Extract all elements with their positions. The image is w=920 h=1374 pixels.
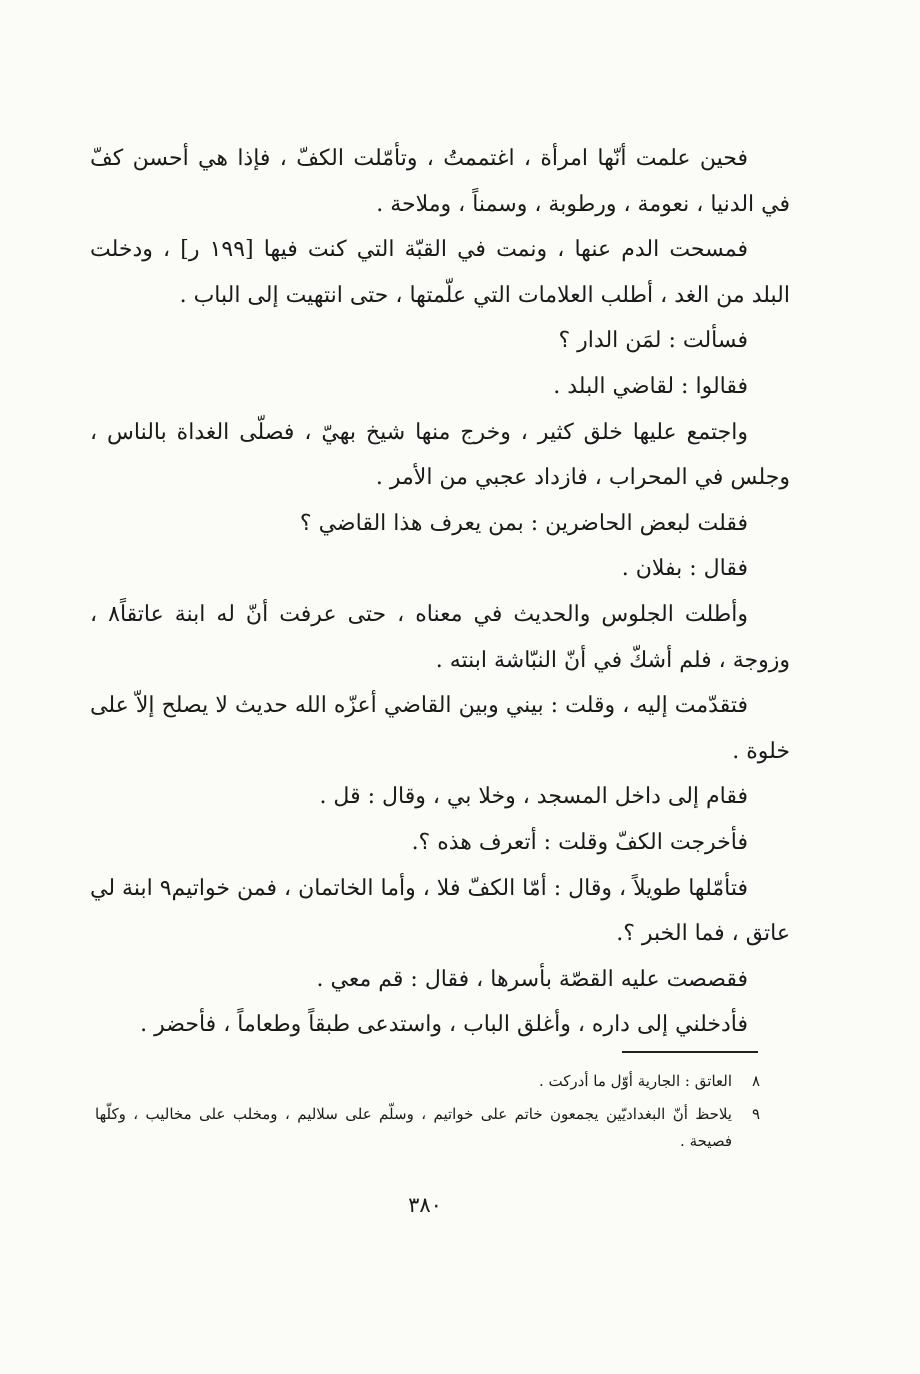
paragraph-4: فقالوا : لقاضي البلد .	[553, 373, 748, 399]
paragraph-14: فأدخلني إلى داره ، وأغلق الباب ، واستدعى طبقاً وطعاماً ، فأحضر .	[140, 1012, 748, 1038]
paragraph-8: وأطلت الجلوس والحديث في معناه ، حتى عرفت أنّ له ابنة عاتقاً٨ ، وزوجة ، فلم أشكّ في أنّ النبّاشة ابنته .	[90, 601, 790, 673]
main-text	[90, 136, 790, 1048]
paragraph-5: واجتمع عليها خلق كثير ، وخرج منها شيخ بهيّ ، فصلّى الغداة بالناس ، وجلس في المحراب ، فازداد عجبي من الأمر .	[90, 419, 790, 491]
paragraph-3: فسألت : لمَن الدار ؟	[558, 328, 748, 354]
paragraph-13: فقصصت عليه القصّة بأسرها ، فقال : قم معي .	[316, 966, 748, 992]
paragraph-12: فتأمّلها طويلاً ، وقال : أمّا الكفّ فلا ، وأما الخاتمان ، فمن خواتيم٩ ابنة لي عاتق ، فما الخبر ؟.	[90, 875, 790, 947]
footnote-text: يلاحظ أنّ البغداديّين يجمعون خاتم على خواتيم ، وسلّم على سلاليم ، ومخلب على مخاليب ، وكلّها فصيحة .	[95, 1105, 732, 1150]
footnote-divider	[622, 1051, 758, 1053]
footnotes	[95, 1068, 760, 1161]
footnote-number: ٩	[751, 1105, 760, 1123]
paragraph-9: فتقدّمت إليه ، وقلت : بيني وبين القاضي أعزّه الله حديث لا يصلح إلاّ على خلوة .	[90, 693, 790, 764]
paragraph-11: فأخرجت الكفّ وقلت : أتعرف هذه ؟.	[411, 829, 748, 855]
page-number: ٣٨٠	[408, 1193, 442, 1217]
footnote-number: ٨	[751, 1072, 760, 1090]
paragraph-10: فقام إلى داخل المسجد ، وخلا بي ، وقال : قل .	[319, 784, 748, 810]
footnote-item	[95, 1068, 760, 1095]
paragraph-7: فقال : بفلان .	[621, 556, 748, 582]
paragraph-2: فمسحت الدم عنها ، ونمت في القبّة التي كنت فيها [١٩٩ ر] ، ودخلت البلد من الغد ، أطلب العلامات التي علّمتها ، حتى انتهيت إلى الباب .	[90, 237, 790, 308]
paragraph-6: فقلت لبعض الحاضرين : بمن يعرف هذا القاضي ؟	[299, 510, 748, 536]
paragraph-1: فحين علمت أنّها امرأة ، اغتممتُ ، وتأمّلت الكفّ ، فإذا هي أحسن كفّ في الدنيا ، نعومة ، ورطوبة ، وسمناً ، وملاحة .	[90, 146, 790, 217]
footnote-text: العاتق : الجارية أوّل ما أدركت .	[539, 1072, 732, 1090]
footnote-item	[95, 1101, 760, 1155]
